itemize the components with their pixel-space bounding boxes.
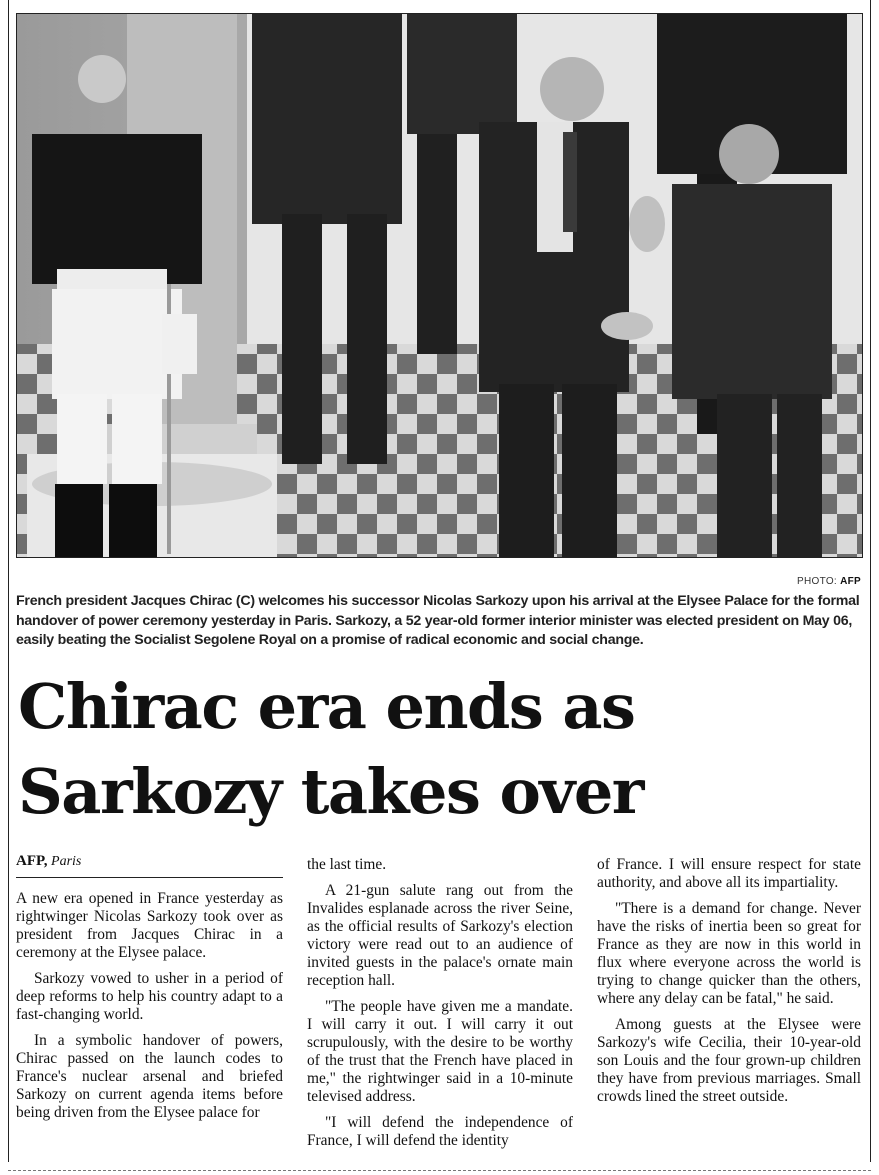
headline-line-1: Chirac era ends as [18,670,635,743]
paragraph: "The people have given me a mandate. I will carry it out. I will carry it out scrupulously, with the desire to be worthy of the trust that the French have placed in me," the rightwinger said in a 10-minute televised address. [307,998,573,1105]
news-photo [16,13,863,558]
paragraph: A new era opened in France yesterday as rightwinger Nicolas Sarkozy took over as president from Jacques Chirac in a ceremony at the Elysee palace. [16,890,283,961]
paragraph: the last time. [307,856,387,873]
paragraph: "I will defend the independence of France, I will defend the identity [307,1114,573,1149]
credit-label: PHOTO: [797,576,837,587]
paragraph: of France. I will ensure respect for state authority, and above all its impartiality. [597,856,861,891]
byline-place: Paris [51,854,82,869]
paragraph: A 21-gun salute rang out from the Invalides esplanade across the river Seine, as the official results of Sarkozy's election victory were read out to an audience of invited guests in the palace's ornate main reception hall. [307,882,573,989]
bottom-rule [8,1170,871,1171]
byline-agency: AFP, [16,853,48,869]
paragraph: Among guests at the Elysee were Sarkozy's wife Cecilia, their 10-year-old son Louis and the four grown-up children they have from previous marriages. Small crowds lined the street outside. [597,1016,861,1105]
headline-line-2: Sarkozy takes over [18,755,643,828]
article-column-3 [597,856,861,1114]
paragraph: In a symbolic handover of powers, Chirac passed on the launch codes to France's nuclear arsenal and briefed Sarkozy on current agenda items before being driven from the Elysee palace for [16,1032,283,1121]
headline [18,664,868,834]
photo-credit [16,576,861,587]
paragraph: "There is a demand for change. Never have the risks of inertia been so great for France as they are now in this world in flux where everyone across the world is trying to change quicker than the others, where any delay can be fatal," he said. [597,900,861,1007]
photo-caption: French president Jacques Chirac (C) welcomes his successor Nicolas Sarkozy upon his arrival at the Elysee Palace for the formal handover of power ceremony yesterday in Paris. Sarkozy, a 52 year-old former interior minister was elected president on May 06, easily beating the Socialist Segolene Royal on a promise of radical economic and social change. [16,593,860,648]
page-border-left [8,0,9,1162]
article-column-2 [307,856,573,1158]
article-column-1 [16,852,283,1130]
credit-source: AFP [840,576,861,587]
byline [16,852,283,878]
paragraph: Sarkozy vowed to usher in a period of deep reforms to help his country adapt to a fast-changing world. [16,970,283,1023]
page-border-right [870,0,871,1162]
